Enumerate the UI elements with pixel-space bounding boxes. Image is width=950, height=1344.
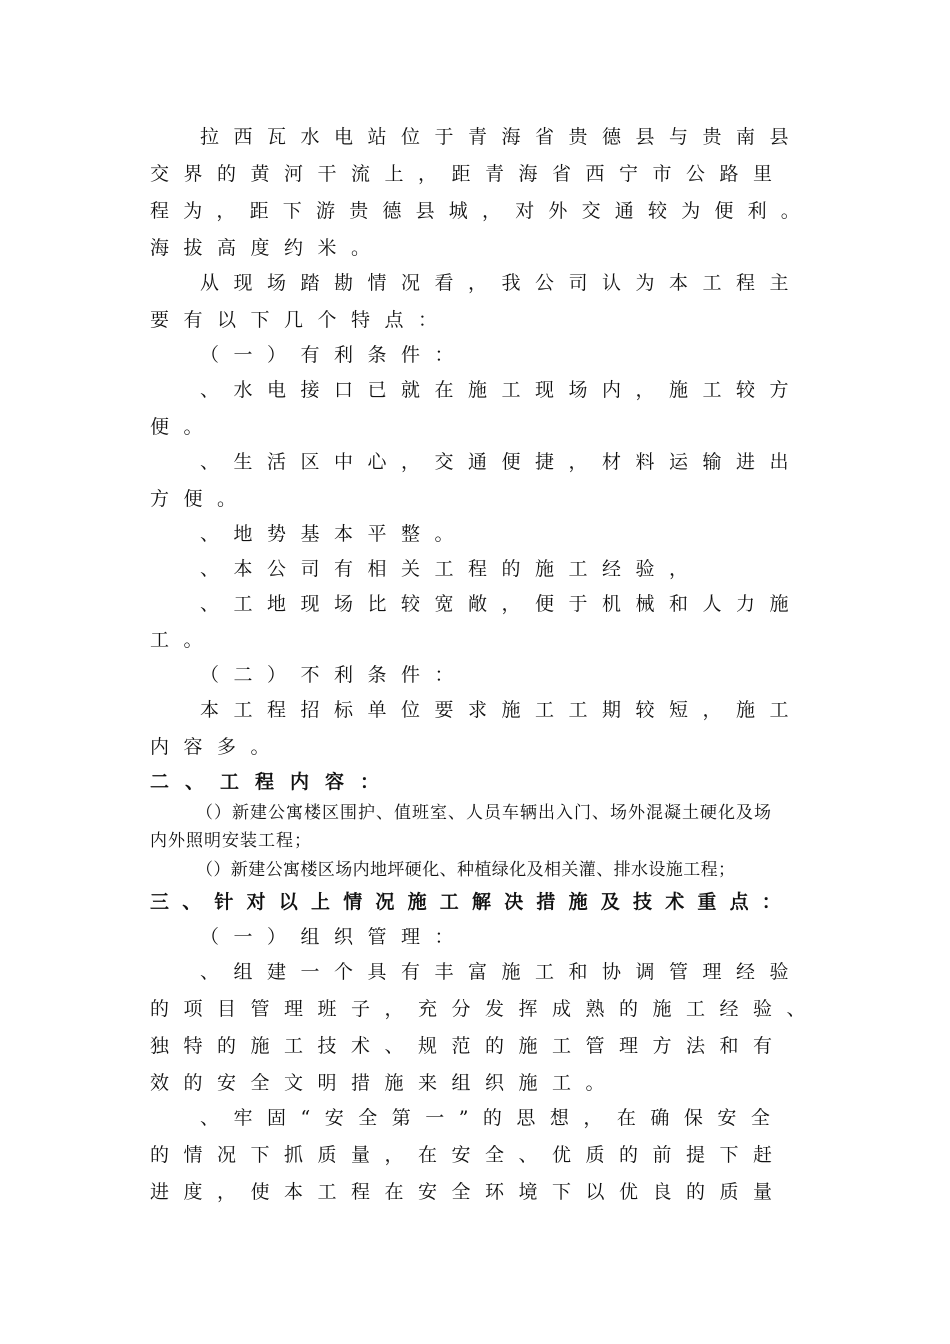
- paragraph-line: 的项目管理班子，充分发挥成熟的施工经验、: [150, 998, 821, 1020]
- section-heading: 二、工程内容：: [150, 771, 396, 793]
- paragraph-line: 要有以下几个特点：: [150, 309, 452, 331]
- list-item: 、水电接口已就在施工现场内，施工较方: [200, 379, 804, 401]
- list-item: 、工地现场比较宽敞，便于机械和人力施: [200, 593, 804, 615]
- list-item: 、牢固“安全第一”的思想，在确保安全: [200, 1107, 785, 1129]
- list-item: 、生活区中心，交通便捷，材料运输进出: [200, 451, 804, 473]
- paragraph-line: 内外照明安装工程；: [150, 831, 312, 851]
- section-subheading: （一）组织管理：: [200, 926, 469, 948]
- paragraph-line: 效的安全文明措施来组织施工。: [150, 1072, 620, 1094]
- section-heading: 三、针对以上情况施工解决措施及技术重点：: [150, 891, 795, 913]
- list-item: 、本公司有相关工程的施工经验，: [200, 558, 703, 580]
- paragraph-line: 从现场踏勘情况看，我公司认为本工程主: [200, 272, 804, 294]
- list-item: 、地势基本平整。: [200, 523, 469, 545]
- paragraph-line: 内容多。: [150, 736, 285, 758]
- paragraph-line: 的情况下抓质量，在安全、优质的前提下赶: [150, 1144, 787, 1166]
- paragraph-line: 独特的施工技术、规范的施工管理方法和有: [150, 1035, 787, 1057]
- paragraph-line: 交界的黄河干流上，距青海省西宁市公路里: [150, 163, 787, 185]
- paragraph-line: 海拔高度约米。: [150, 237, 385, 259]
- list-item: （）新建公寓楼区围护、值班室、人员车辆出入门、场外混凝土硬化及场: [196, 803, 772, 823]
- list-item: 、组建一个具有丰富施工和协调管理经验: [200, 961, 804, 983]
- section-subheading: （二）不利条件：: [200, 664, 469, 686]
- paragraph-line: 本工程招标单位要求施工工期较短，施工: [200, 699, 804, 721]
- list-item: （）新建公寓楼区场内地坪硬化、种植绿化及相关灌、排水设施工程；: [196, 860, 736, 880]
- paragraph-line: 进度，使本工程在安全环境下以优良的质量: [150, 1181, 787, 1203]
- paragraph-line: 工。: [150, 629, 218, 651]
- paragraph-line: 程为，距下游贵德县城，对外交通较为便利。: [150, 200, 815, 222]
- paragraph-line: 便。: [150, 416, 218, 438]
- paragraph-line: 拉西瓦水电站位于青海省贵德县与贵南县: [200, 126, 804, 148]
- paragraph-line: 方便。: [150, 488, 251, 510]
- section-subheading: （一）有利条件：: [200, 344, 469, 366]
